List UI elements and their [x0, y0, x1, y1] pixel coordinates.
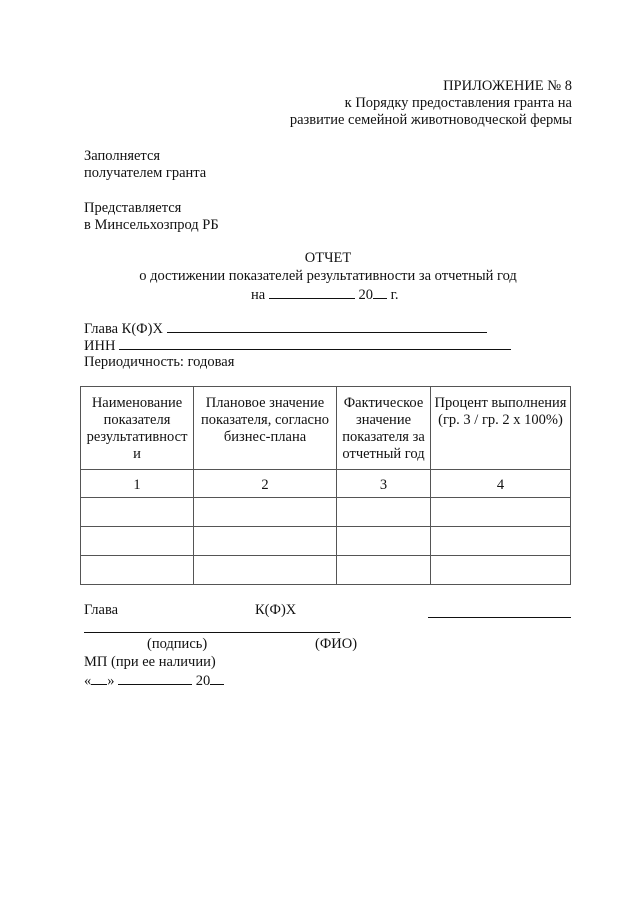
fio-caption: (ФИО) — [315, 636, 358, 652]
date-blank[interactable] — [269, 286, 355, 299]
number-cell: 1 — [81, 470, 194, 498]
signature-caption: (подпись) — [147, 636, 208, 652]
table-row — [81, 527, 571, 556]
signature-line[interactable] — [84, 632, 340, 633]
date-open-quote: « — [84, 673, 92, 689]
sign-year-blank[interactable] — [210, 672, 224, 685]
head-name-blank[interactable] — [167, 320, 397, 333]
date-year-prefix: 20 — [358, 287, 373, 303]
signature-name-line[interactable] — [428, 617, 571, 618]
number-cell: 3 — [337, 470, 431, 498]
table-cell[interactable] — [431, 556, 571, 585]
header-cell-indicator: Наименование показателя результативност и — [81, 387, 194, 470]
table-row — [81, 498, 571, 527]
appendix-line-3: развитие семейной животноводческой фермы — [289, 112, 572, 128]
appendix-number: ПРИЛОЖЕНИЕ № 8 — [443, 78, 572, 94]
table-cell[interactable] — [81, 498, 194, 527]
filled-by-line-2: получателем гранта — [84, 165, 207, 181]
number-cell: 4 — [431, 470, 571, 498]
table-row — [81, 556, 571, 585]
table-header-row — [81, 387, 571, 470]
report-subtitle: о достижении показателей результативности за отчетный год — [139, 268, 517, 284]
header-cell-actual: Фактическое значение показателя за отчетный год — [337, 387, 431, 470]
inn-field — [84, 337, 511, 355]
table-cell[interactable] — [431, 498, 571, 527]
filled-by-line-1: Заполняется — [84, 148, 161, 164]
report-title: ОТЧЕТ — [304, 250, 352, 266]
table-cell[interactable] — [81, 527, 194, 556]
inn-blank[interactable] — [119, 337, 413, 350]
head-label: Глава К(Ф)Х — [84, 321, 163, 337]
number-cell: 2 — [194, 470, 337, 498]
date-suffix: г. — [390, 287, 399, 303]
date-close-quote: » — [107, 673, 115, 689]
table-cell[interactable] — [81, 556, 194, 585]
table-cell[interactable] — [194, 527, 337, 556]
inn-extra-blank[interactable] — [413, 337, 511, 350]
table-cell[interactable] — [337, 527, 431, 556]
date-prefix: на — [251, 287, 266, 303]
head-field — [84, 320, 487, 338]
report-table — [80, 386, 571, 585]
periodicity: Периодичность: годовая — [84, 354, 235, 370]
report-date-line — [251, 286, 399, 304]
month-blank[interactable] — [118, 672, 192, 685]
table-cell[interactable] — [194, 556, 337, 585]
table-number-row — [81, 470, 571, 498]
stamp-label: МП (при ее наличии) — [84, 654, 216, 670]
head-extra-blank[interactable] — [397, 320, 487, 333]
day-blank[interactable] — [91, 672, 107, 685]
table-cell[interactable] — [194, 498, 337, 527]
year-prefix: 20 — [195, 673, 211, 689]
inn-label: ИНН — [84, 338, 116, 354]
signature-kfh-label: К(Ф)Х — [255, 602, 297, 618]
year-blank[interactable] — [373, 286, 387, 299]
header-cell-percent: Процент выполнения (гр. 3 / гр. 2 х 100%) — [431, 387, 571, 470]
table-cell[interactable] — [431, 527, 571, 556]
submitted-to-line-2: в Минсельхозпрод РБ — [84, 217, 219, 233]
table-cell[interactable] — [337, 498, 431, 527]
submitted-to-line-1: Представляется — [84, 200, 182, 216]
signature-head-label: Глава — [84, 602, 119, 618]
appendix-line-2: к Порядку предоставления гранта на — [344, 95, 572, 111]
table-cell[interactable] — [337, 556, 431, 585]
signature-date — [84, 672, 224, 690]
header-cell-planned: Плановое значение показателя, согласно бизнес-плана — [194, 387, 337, 470]
